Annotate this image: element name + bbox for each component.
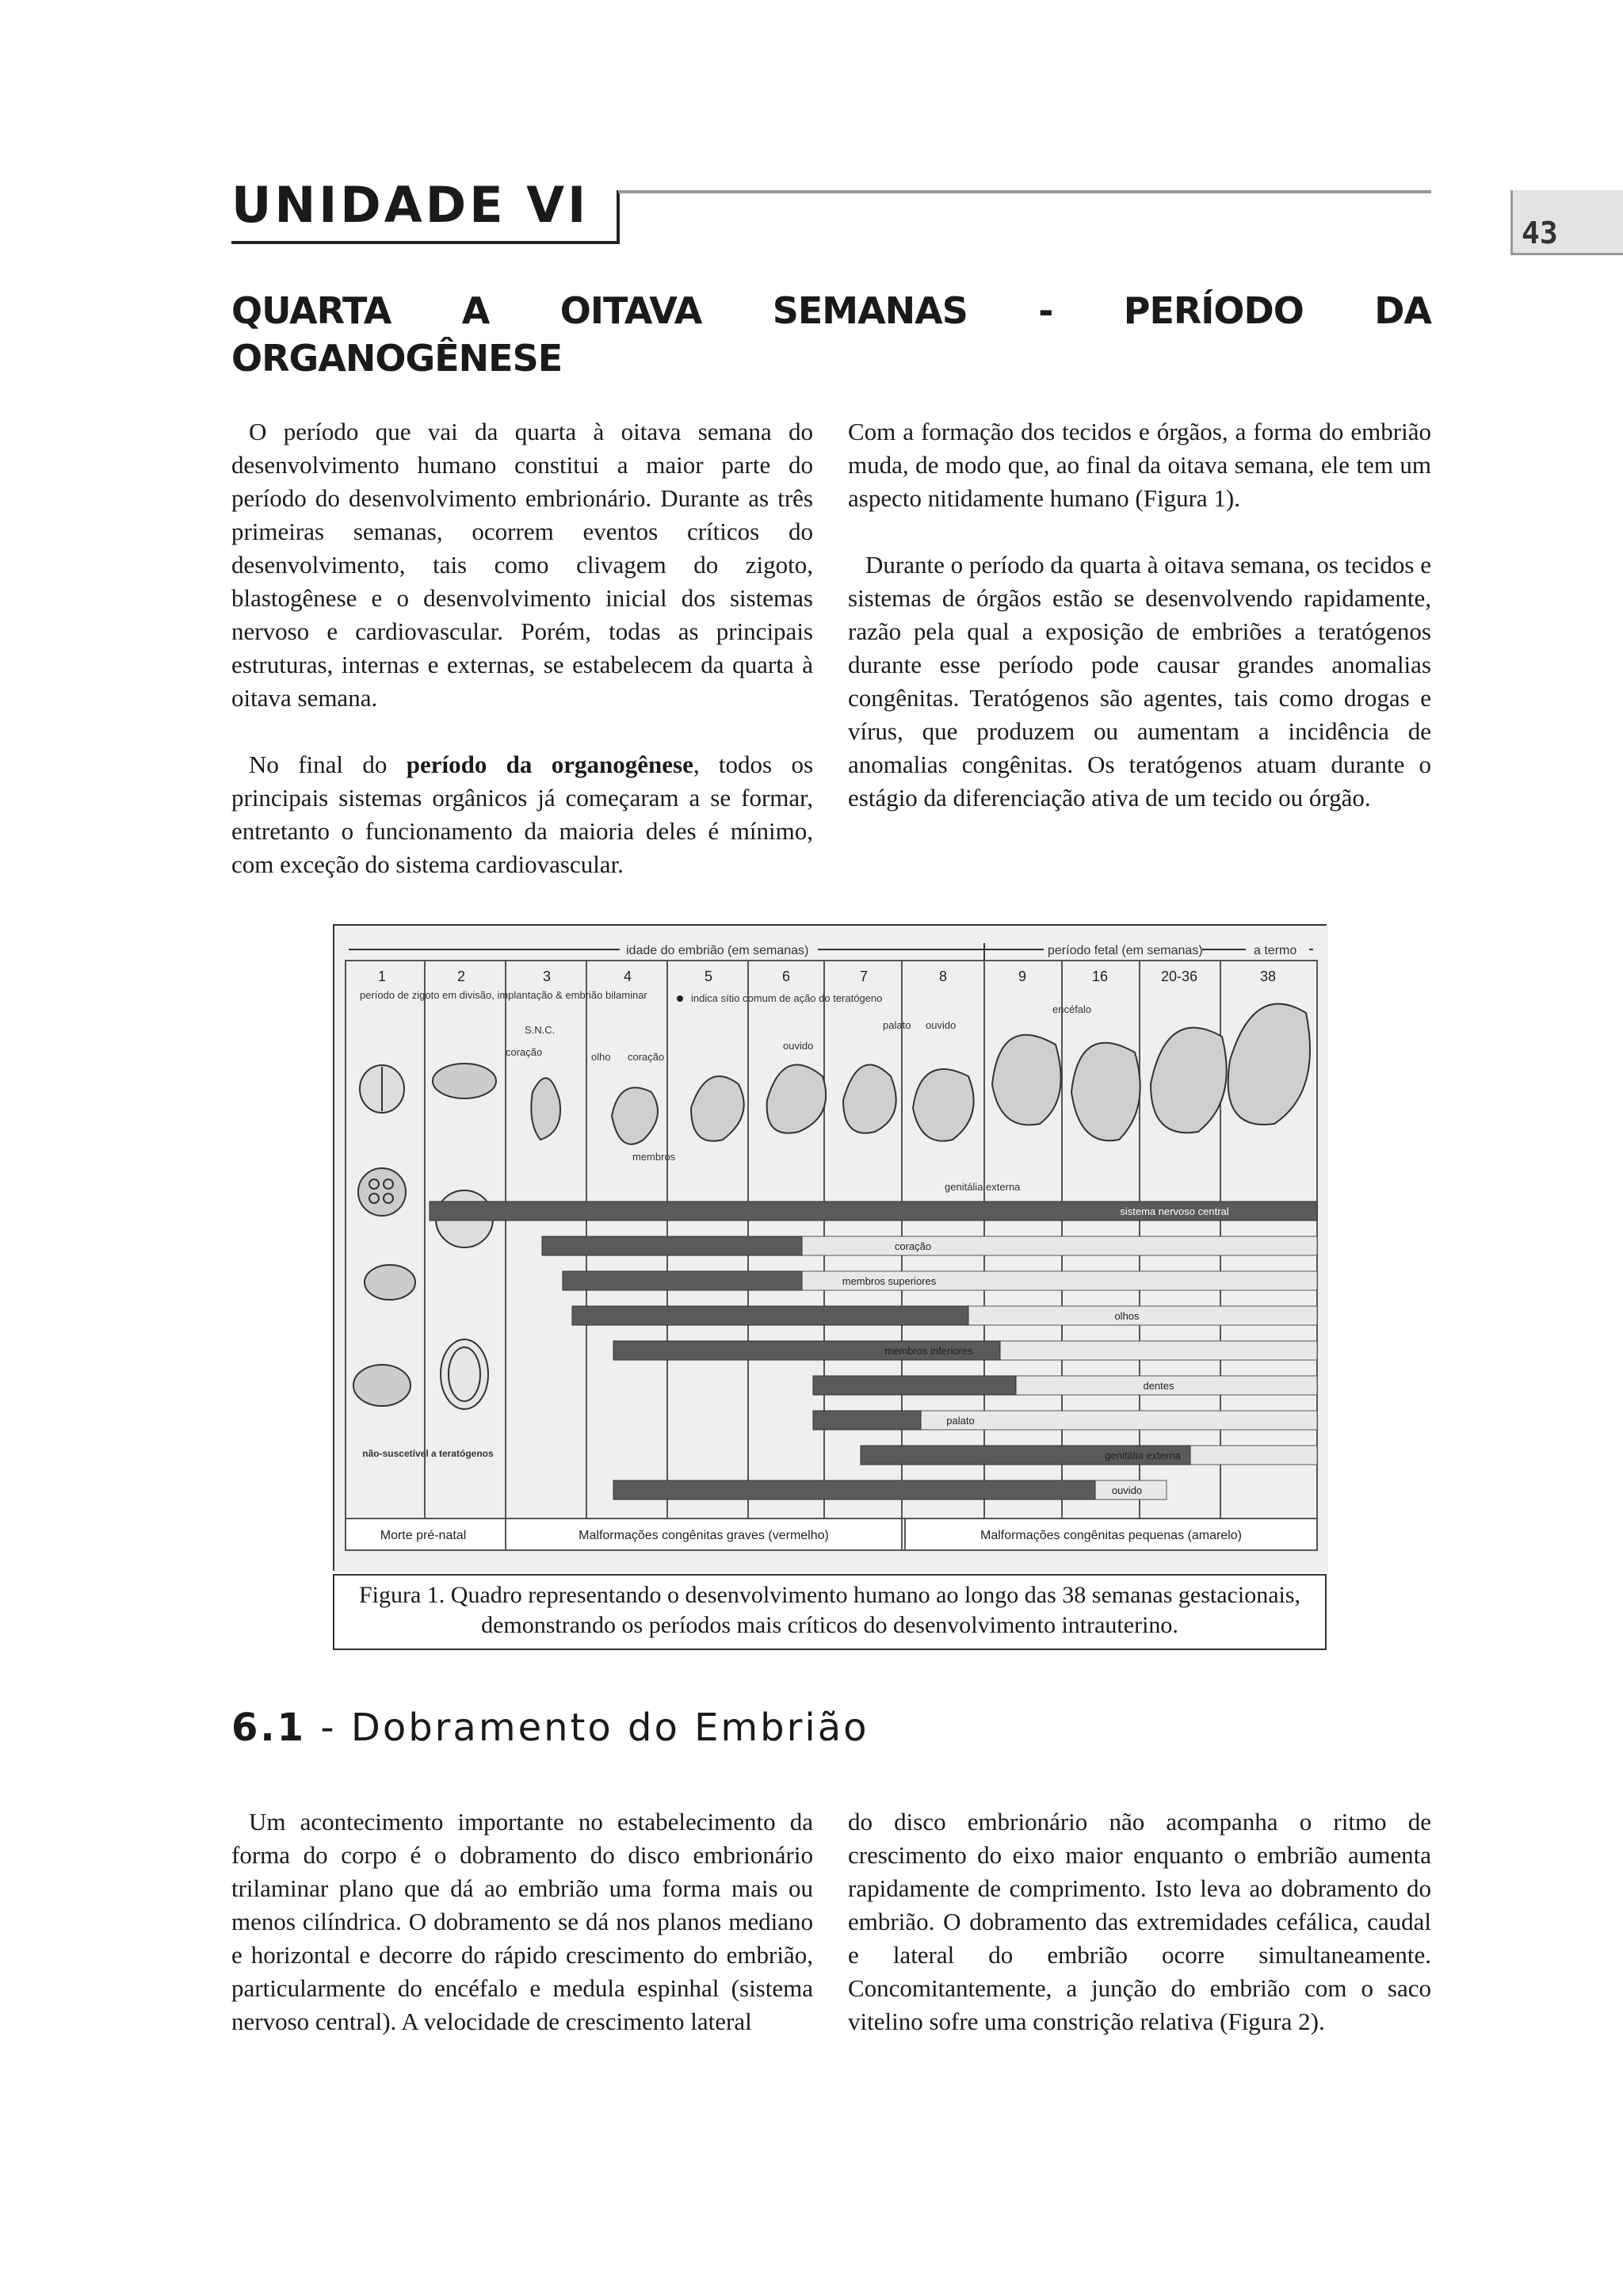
unit-title-underline [231, 241, 618, 244]
unit-title: UNIDADE VI [231, 176, 590, 234]
title-word: QUARTA [231, 289, 391, 332]
paragraph: do disco embrionário não acompanha o ritmo de crescimento do eixo maior enquanto o embrião aumenta rapidamente de comprimento. Isto leva ao dobramento do embrião. O dobramento das extremidades cefálica, caudal e lateral do embrião ocorre simultaneamente. Concomitantemente, a junção do embrião com o saco vitelino sofre uma constrição relativa (Figura 2). [848, 1808, 1431, 2035]
bar-minor-period [921, 1411, 1317, 1430]
zygote-label: período de zigoto em divisão, implantação & embrião bilaminar [360, 989, 647, 1001]
bold-term: período da organogênese [406, 751, 693, 778]
structure-label-ouvido: ouvido [926, 1019, 957, 1031]
body-column-left [231, 415, 813, 881]
structure-label-coracao: coração [628, 1051, 665, 1063]
bar-label: dentes [1143, 1380, 1174, 1392]
bar-label: coração [894, 1240, 932, 1252]
section-title-line-1 [231, 287, 1431, 334]
paragraph: O período que vai da quarta à oitava semana do desenvolvimento humano constitui a maior parte do período do desenvolvimento embrionário. Durante as três primeiras semanas, ocorrem eventos críticos do desenvolvimento, tais como clivagem do zigoto, blastogênese e o desenvolvimento inicial dos sistemas nervoso e cardiovascular. Porém, todas as principais estruturas, internas e externas, se estabelecem da quarta à oitava semana. [231, 418, 813, 712]
structure-label-palato: palato [883, 1019, 911, 1031]
week-label: 2 [456, 968, 466, 984]
title-word: A [461, 289, 490, 332]
paragraph: No final do período da organogênese, todos os principais sistemas orgânicos já começaram a se formar, entretanto o funcionamento da maioria deles é mínimo, com exceção do sistema cardiovascular. [231, 751, 814, 878]
body-column-right-2 [848, 1805, 1431, 2038]
week-label: 16 [1091, 968, 1109, 984]
week-label: 9 [1018, 968, 1027, 984]
section-title-line-2: ORGANOGÊNESE [231, 337, 563, 380]
embryo-age-label: idade do embrião (em semanas) [626, 944, 809, 957]
footer-minor: Malformações congênitas pequenas (amarelo) [980, 1529, 1242, 1542]
paragraph: Um acontecimento importante no estabelecimento da forma do corpo é o dobramento do disco embrionário trilaminar plano que dá ao embrião uma forma mais ou menos cilíndrica. O dobramento se dá nos planos mediano e horizontal e decorre do rápido crescimento do embrião, particularmente do encéfalo e medula espinhal (sistema nervoso central). A velocidade de crescimento lateral [231, 1808, 813, 2035]
structure-label-olho: olho [591, 1051, 611, 1063]
footer-major: Malformações congênitas graves (vermelho) [579, 1529, 829, 1542]
week-label: 7 [859, 968, 869, 984]
structure-label-snc: S.N.C. [525, 1024, 556, 1036]
body-column-right [848, 415, 1431, 815]
bar-minor-period [1190, 1446, 1317, 1465]
week-label: 20-36 [1160, 968, 1198, 984]
bar-major-period [572, 1306, 968, 1325]
structure-label-coracao: coração [506, 1046, 543, 1058]
teratogen-legend: indica sítio comum de ação do teratógeno [691, 992, 883, 1004]
not-susceptible-label: não-suscetível a teratógenos [362, 1448, 494, 1459]
bar-minor-period [968, 1306, 1317, 1325]
figure-1 [333, 924, 1327, 1571]
subsection-number: 6.1 [231, 1706, 307, 1750]
bar-label: membros inferiores [884, 1345, 973, 1357]
bar-label: ouvido [1111, 1484, 1143, 1496]
bar-major-period [542, 1236, 802, 1255]
caption-line-1: Figura 1. Quadro representando o desenvolvimento humano ao longo das 38 semanas gestacionais, [358, 1582, 1301, 1608]
week-label: 8 [938, 968, 948, 984]
term-label: a termo [1254, 944, 1297, 957]
bar-major-period [613, 1480, 1095, 1499]
subsection-title [231, 1706, 869, 1750]
development-chart [334, 926, 1328, 1572]
structure-label-membros: membros [632, 1151, 676, 1163]
title-word: DA [1374, 289, 1431, 332]
body-column-left-2 [231, 1805, 813, 2038]
bar-major-period [563, 1271, 802, 1290]
week-label: 4 [623, 968, 632, 984]
header-rule-horizontal [618, 190, 1431, 193]
bar-label: olhos [1114, 1310, 1140, 1322]
fetal-period-label: período fetal (em semanas) [1048, 944, 1203, 957]
week-label: 1 [377, 968, 387, 984]
paragraph: Durante o período da quarta à oitava semana, os tecidos e sistemas de órgãos estão se desenvolvendo rapidamente, razão pela qual a exposição de embriões a teratógenos durante esse período pode causar grandes anomalias congênitas. Teratógenos são agentes, tais como drogas e vírus, que produzem ou aumentam a incidência de anomalias congênitas. Os teratógenos atuam durante o estágio da diferenciação ativa de um tecido ou órgão. [848, 551, 1431, 812]
section-title [231, 287, 1431, 382]
footer-death: Morte pré-natal [380, 1529, 467, 1542]
title-word: PERÍODO [1123, 289, 1304, 332]
bar-minor-period [1000, 1341, 1317, 1360]
bar-label: sistema nervoso central [1120, 1205, 1229, 1217]
caption-line-2: demonstrando os períodos mais críticos do desenvolvimento intrauterino. [481, 1612, 1178, 1638]
title-word: OITAVA [559, 289, 702, 332]
bar-minor-period [802, 1236, 1317, 1255]
week-label: 5 [704, 968, 713, 984]
page-number: 43 [1522, 216, 1558, 250]
figure-caption [333, 1574, 1327, 1650]
bar-major-period [813, 1411, 921, 1430]
bar-label: membros superiores [842, 1275, 937, 1287]
structure-label-genitalia: genitália externa [945, 1181, 1021, 1193]
week-label: 6 [781, 968, 791, 984]
header-rule-vertical [617, 190, 620, 244]
bar-label: genitália externa [1105, 1450, 1181, 1461]
week-label: 3 [542, 968, 552, 984]
bar-label: palato [946, 1415, 975, 1427]
week-label: 38 [1259, 968, 1277, 984]
bar-major-period [813, 1376, 1016, 1395]
structure-label-encefalo: encéfalo [1052, 1003, 1092, 1015]
paragraph: Com a formação dos tecidos e órgãos, a forma do embrião muda, de modo que, ao final da oitava semana, ele tem um aspecto nitidamente humano (Figura 1). [848, 418, 1431, 512]
title-word: - [1038, 289, 1053, 332]
subsection-heading: - Dobramento do Embrião [306, 1706, 869, 1750]
structure-label-ouvido: ouvido [783, 1040, 814, 1052]
title-word: SEMANAS [772, 289, 968, 332]
